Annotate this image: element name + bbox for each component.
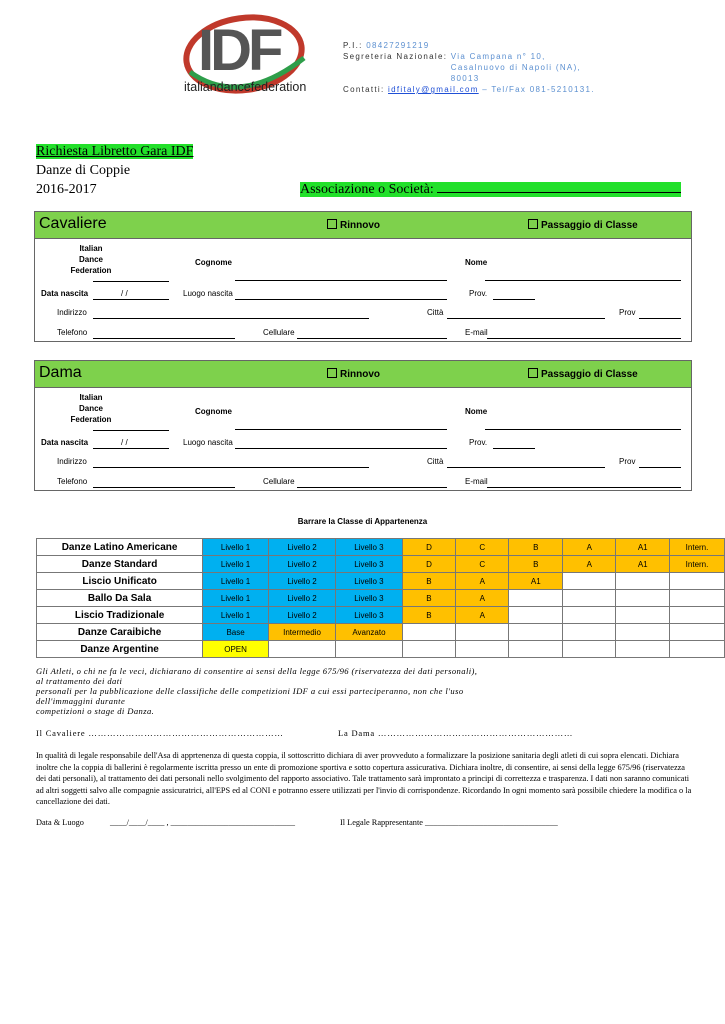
data-nascita-label: Data nascita [41,438,89,447]
class-cell[interactable]: D [402,556,455,573]
class-cell[interactable]: Livello 3 [336,556,403,573]
passaggio-checkbox[interactable] [528,368,638,380]
cognome-field[interactable] [235,429,447,430]
data-nascita-field[interactable] [93,448,169,449]
class-cell[interactable]: OPEN [203,641,269,658]
fed-line-3: Federation [70,266,112,275]
tel-fax: – Tel/Fax 081-5210131. [482,85,595,94]
class-cell[interactable] [509,624,563,641]
class-cell[interactable] [563,573,616,590]
indirizzo-field[interactable] [93,467,369,468]
class-cell[interactable]: Livello 3 [336,607,403,624]
nome-field[interactable] [485,280,681,281]
class-cell[interactable] [670,624,725,641]
fed-line-1: Italian [79,244,103,253]
class-cell[interactable]: Livello 1 [203,590,269,607]
pi-label: P.I.: [343,41,363,50]
class-cell[interactable]: Base [203,624,269,641]
class-cell[interactable] [616,641,670,658]
class-row-label: Danze Caraibiche [37,624,203,641]
fed-line-3: Federation [70,415,112,424]
class-cell[interactable] [509,590,563,607]
prov-2-label: Prov [619,457,636,466]
federation-field[interactable] [93,281,169,282]
class-cell[interactable]: A [456,607,509,624]
cognome-label: Cognome [195,258,232,267]
indirizzo-field[interactable] [93,318,369,319]
class-cell[interactable]: Intern. [670,539,725,556]
class-cell[interactable] [670,607,725,624]
seg-address-1: Via Campana n° 10, [450,52,546,61]
indirizzo-label: Indirizzo [57,457,87,466]
prov-field[interactable] [493,299,535,300]
citta-field[interactable] [447,467,605,468]
cellulare-label: Cellulare [263,328,295,337]
class-cell[interactable]: A [456,590,509,607]
cellulare-field[interactable] [297,338,447,339]
checkbox-icon [528,368,538,378]
rinnovo-label: Rinnovo [340,369,380,380]
class-row [37,573,725,590]
prov-label: Prov. [469,289,488,298]
rinnovo-checkbox[interactable] [327,368,380,380]
section-header [35,361,691,388]
seg-address-3: 80013 [450,74,480,83]
consent-line-3: personali per la pubblicazione delle classifiche delle competizioni IDF a cui essi parteciperanno, non che l'uso [36,686,464,696]
section-header [35,212,691,239]
passaggio-label: Passaggio di Classe [541,220,638,231]
federation-label [65,243,117,276]
citta-label: Città [427,457,444,466]
email-field[interactable] [487,338,681,339]
cellulare-label: Cellulare [263,477,295,486]
page-subtitle: Danze di Coppie [36,163,131,178]
class-row [37,641,725,658]
consent-line-1: Gli Atleti, o chi ne fa le veci, dichiarano di consentire ai sensi della legge 675/96 (riservatezza dei dati personali), [36,666,478,676]
consent-line-2: al trattamento dei dati [36,676,123,686]
prov-label: Prov. [469,438,488,447]
title-block [36,142,193,199]
luogo-nascita-label: Luogo nascita [183,438,233,447]
class-cell[interactable] [509,641,563,658]
class-cell[interactable] [563,607,616,624]
rinnovo-checkbox[interactable] [327,219,380,231]
checkbox-icon [528,219,538,229]
telefono-label: Telefono [57,477,88,486]
class-cell[interactable]: Livello 1 [203,573,269,590]
federation-field[interactable] [93,430,169,431]
luogo-nascita-field[interactable] [235,299,447,300]
section-cavaliere [34,211,692,342]
class-cell[interactable]: Livello 3 [336,573,403,590]
telefono-field[interactable] [93,338,235,339]
class-cell[interactable] [456,624,509,641]
checkbox-icon [327,368,337,378]
class-cell[interactable]: Avanzato [336,624,403,641]
class-cell[interactable] [670,573,725,590]
class-cell[interactable] [670,641,725,658]
data-nascita-field[interactable] [93,299,169,300]
seg-address-2: Casalnuovo di Napoli (NA), [450,63,582,72]
fed-line-2: Dance [78,404,103,413]
class-cell[interactable]: Livello 1 [203,556,269,573]
class-cell[interactable]: Livello 2 [268,590,335,607]
class-cell[interactable]: B [402,573,455,590]
class-cell[interactable] [563,641,616,658]
email-link[interactable]: idfitaly@gmail.com [388,85,479,94]
class-cell[interactable]: B [509,539,563,556]
consent-line-5: competizioni o stage di Danza. [36,706,155,716]
passaggio-checkbox[interactable] [528,219,638,231]
class-cell[interactable] [563,624,616,641]
class-row [37,607,725,624]
luogo-nascita-field[interactable] [235,448,447,449]
data-luogo-label: Data & Luogo [36,818,84,827]
class-row [37,624,725,641]
telefono-label: Telefono [57,328,88,337]
class-cell[interactable]: Intermedio [268,624,335,641]
class-row-label: Ballo Da Sala [37,590,203,607]
class-cell[interactable]: Livello 3 [336,539,403,556]
legal-text: In qualità di legale responsabile dell'Asa di apprtenenza di questa coppia, il sottoscritto dichiara di aver provveduto a formalizzare la posizione sanitaria degli atleti di cui sopra elencati. Dichiara inoltre che la coppia di ballerini è regolarmente iscritta presso un ente di promozione sportiva e sotto copertura assicurativa. Dichiara inoltre, di consentire, ai sensi della legge 675/96 (riservatezza dei dati personali), al trattamento dei dati personali nello svolgimento del rapporto associativo. Tale trattamento sarà improntato a principi di correttezza e trasparenza. I dati non saranno comunicati ad altri soggetti salvo alle compagnie assicuratrici, all'EPS ed al CONI e potranno essere utilizzati per l'invio di corrispondenze. Ricordando In ogni momento sarà possibile chiedere la modifica o la cancellazione dei dati. [36,751,692,807]
class-row-label: Danze Standard [37,556,203,573]
email-field[interactable] [487,487,681,488]
pi-value: 08427291219 [366,41,430,50]
class-cell[interactable]: B [509,556,563,573]
class-cell[interactable]: C [456,556,509,573]
class-caption: Barrare la Classe di Appartenenza [297,517,428,526]
class-row-label: Danze Argentine [37,641,203,658]
class-row-label: Danze Latino Americane [37,539,203,556]
checkbox-icon [327,219,337,229]
class-cell[interactable] [268,641,335,658]
class-cell[interactable] [509,607,563,624]
class-row [37,590,725,607]
class-cell[interactable]: A [563,539,616,556]
section-title: Cavaliere [39,215,107,232]
class-cell[interactable]: B [402,590,455,607]
consent-italic [36,666,576,716]
legale-rappresentante-field[interactable]: Il Legale Rappresentante ________________________________ [340,818,558,827]
class-cell[interactable]: Livello 1 [203,539,269,556]
class-cell[interactable] [563,590,616,607]
passaggio-label: Passaggio di Classe [541,369,638,380]
citta-label: Città [427,308,444,317]
dama-signature[interactable]: La Dama ……………………………………………………… [338,728,574,738]
date-separator: / / [121,289,128,298]
cognome-field[interactable] [235,280,447,281]
data-luogo-field[interactable]: ____/____/____ , ______________________________ [110,818,296,827]
class-cell[interactable]: A1 [509,573,563,590]
prov-field[interactable] [493,448,535,449]
season: 2016-2017 [36,182,97,197]
cognome-label: Cognome [195,407,232,416]
class-cell[interactable]: A1 [616,556,670,573]
cellulare-field[interactable] [297,487,447,488]
idf-logo [180,12,320,102]
cavaliere-signature[interactable]: Il Cavaliere ……………………………………………………… [36,728,284,738]
class-cell[interactable] [402,624,455,641]
contatti-label: Contatti: [343,85,385,94]
class-row-label: Liscio Unificato [37,573,203,590]
class-table [36,538,725,658]
prov-2-field[interactable] [639,467,681,468]
luogo-nascita-label: Luogo nascita [183,289,233,298]
page-title: Richiesta Libretto Gara IDF [36,144,194,159]
consent-line-4: dell'immaggini durante [36,696,126,706]
citta-field[interactable] [447,318,605,319]
seg-label: Segreteria Nazionale: [343,52,448,61]
prov-2-label: Prov [619,308,636,317]
association-label: Associazione o Società: [300,182,434,197]
class-cell[interactable]: B [402,607,455,624]
class-cell[interactable]: Livello 1 [203,607,269,624]
fed-line-1: Italian [79,393,103,402]
class-cell[interactable]: Livello 3 [336,590,403,607]
email-label: E-mail [465,328,488,337]
date-separator: / / [121,438,128,447]
nome-field[interactable] [485,429,681,430]
association-line[interactable] [437,180,681,193]
logo-brand: italiandancefederation [184,80,307,94]
prov-2-field[interactable] [639,318,681,319]
class-cell[interactable]: Livello 2 [268,539,335,556]
class-cell[interactable]: A1 [616,539,670,556]
contact-block [343,40,595,95]
section-dama [34,360,692,491]
class-cell[interactable] [616,624,670,641]
class-cell[interactable] [402,641,455,658]
class-cell[interactable]: A [456,573,509,590]
class-cell[interactable] [456,641,509,658]
class-cell[interactable] [616,590,670,607]
class-cell[interactable] [616,607,670,624]
class-cell[interactable] [670,590,725,607]
class-cell[interactable]: Intern. [670,556,725,573]
email-label: E-mail [465,477,488,486]
fed-line-2: Dance [78,255,103,264]
class-cell[interactable] [336,641,403,658]
data-nascita-label: Data nascita [41,289,89,298]
section-title: Dama [39,364,82,381]
indirizzo-label: Indirizzo [57,308,87,317]
class-row [37,539,725,556]
class-row-label: Liscio Tradizionale [37,607,203,624]
rinnovo-label: Rinnovo [340,220,380,231]
nome-label: Nome [465,407,488,416]
class-row [37,556,725,573]
class-cell[interactable]: A [563,556,616,573]
class-cell[interactable]: Livello 2 [268,573,335,590]
telefono-field[interactable] [93,487,235,488]
association-field[interactable] [300,180,681,198]
nome-label: Nome [465,258,488,267]
class-cell[interactable]: C [456,539,509,556]
class-cell[interactable]: Livello 2 [268,607,335,624]
class-cell[interactable]: D [402,539,455,556]
logo-letters: IDF [198,18,280,83]
class-cell[interactable]: Livello 2 [268,556,335,573]
federation-label [65,392,117,425]
class-cell[interactable] [616,573,670,590]
